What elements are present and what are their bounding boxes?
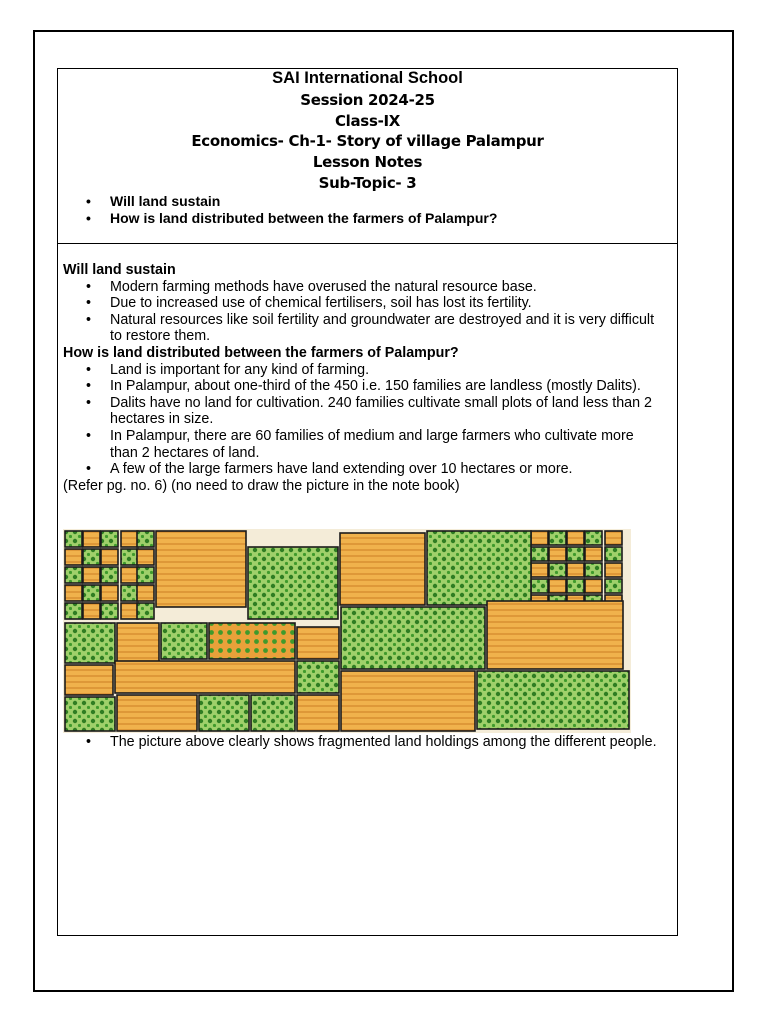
land-plot	[65, 697, 115, 731]
land-plot	[65, 549, 82, 565]
land-plot	[605, 531, 622, 545]
land-plot	[297, 627, 339, 659]
land-plot	[209, 623, 295, 659]
land-plot	[605, 579, 622, 593]
land-plot	[567, 531, 584, 545]
after-figure-points	[63, 734, 663, 751]
land-plot	[137, 567, 154, 583]
list-item: • Due to increased use of chemical fertilisers, soil has lost its fertility.	[63, 295, 663, 312]
land-plot	[101, 549, 118, 565]
land-plot	[199, 695, 249, 731]
land-plot	[605, 563, 622, 577]
land-plot	[65, 623, 115, 663]
land-plot	[137, 603, 154, 619]
topic-item: • How is land distributed between the farmers of Palampur?	[86, 210, 497, 227]
land-plot	[549, 531, 566, 545]
lesson-line: Lesson Notes	[312, 153, 423, 171]
land-plot	[341, 607, 485, 669]
land-holdings-picture	[63, 529, 631, 733]
list-item: • Dalits have no land for cultivation. 240 families cultivate small plots of land less than 2 hectares in size.	[63, 395, 663, 428]
land-plot	[487, 601, 623, 669]
land-plot	[121, 603, 138, 619]
land-plot	[101, 585, 118, 601]
land-plot	[65, 603, 82, 619]
land-plot	[101, 567, 118, 583]
list-item: • A few of the large farmers have land extending over 10 hectares or more.	[63, 461, 663, 478]
land-plot	[83, 549, 100, 565]
school-name: SAI International School	[272, 69, 463, 87]
land-plot	[83, 531, 100, 547]
land-plot	[117, 623, 159, 663]
list-item: • The picture above clearly shows fragmented land holdings among the different people.	[63, 734, 663, 751]
land-plot	[137, 585, 154, 601]
land-plot	[585, 579, 602, 593]
land-plot	[156, 531, 246, 607]
subject-line: Economics- Ch-1- Story of village Palampur	[191, 132, 544, 150]
land-plot	[585, 531, 602, 545]
land-plot	[83, 603, 100, 619]
land-plot	[585, 563, 602, 577]
list-item: • Natural resources like soil fertility and groundwater are destroyed and it is very difficult to restore them.	[63, 312, 663, 345]
land-plots-drawing	[63, 529, 631, 733]
notes-body	[63, 262, 663, 494]
section1-points	[63, 279, 663, 345]
land-plot	[115, 661, 295, 693]
land-plot	[549, 563, 566, 577]
land-plot	[531, 531, 548, 545]
topic-item: • Will land sustain	[86, 193, 497, 210]
list-item: • In Palampur, there are 60 families of medium and large farmers who cultivate more than 2 hectares of land.	[63, 428, 663, 461]
land-plot	[121, 567, 138, 583]
after-figure-notes	[63, 734, 663, 751]
header-divider	[57, 243, 678, 244]
list-item: • Modern farming methods have overused the natural resource base.	[63, 279, 663, 296]
section-heading: How is land distributed between the farmers of Palampur?	[63, 344, 459, 361]
list-item: • In Palampur, about one-third of the 450 i.e. 150 families are landless (mostly Dalits).	[63, 378, 663, 395]
land-plot	[83, 585, 100, 601]
land-plot	[567, 579, 584, 593]
land-plot	[121, 549, 138, 565]
land-plot	[101, 531, 118, 547]
land-plot	[101, 603, 118, 619]
land-plot	[83, 567, 100, 583]
land-plot	[121, 531, 138, 547]
land-plot	[251, 695, 295, 731]
land-plot	[137, 549, 154, 565]
land-plot	[531, 579, 548, 593]
land-plot	[341, 671, 475, 731]
land-plot	[549, 547, 566, 561]
land-plot	[65, 531, 82, 547]
land-plot	[137, 531, 154, 547]
land-plot	[161, 623, 207, 659]
class-line: Class-IX	[334, 112, 401, 130]
land-plot	[297, 661, 339, 693]
land-plot	[340, 533, 425, 605]
land-plot	[567, 563, 584, 577]
land-plot	[117, 695, 197, 731]
session-line: Session 2024-25	[300, 91, 435, 109]
subtopic-line: Sub-Topic- 3	[318, 174, 417, 192]
land-plot	[531, 547, 548, 561]
land-plot	[427, 531, 531, 605]
land-plot	[585, 547, 602, 561]
land-plot	[121, 585, 138, 601]
land-plot	[65, 567, 82, 583]
land-plot	[567, 547, 584, 561]
section-heading: Will land sustain	[63, 262, 176, 278]
topic-list	[86, 193, 497, 227]
land-plot	[65, 585, 82, 601]
refer-note: (Refer pg. no. 6) (no need to draw the picture in the note book)	[63, 477, 460, 494]
list-item: • Land is important for any kind of farming.	[63, 362, 663, 379]
section2-points	[63, 362, 663, 478]
land-plot	[65, 665, 113, 695]
land-plot	[531, 563, 548, 577]
land-plot	[605, 547, 622, 561]
land-plot	[549, 579, 566, 593]
land-plot	[248, 547, 338, 619]
land-plot	[297, 695, 339, 731]
land-plot	[477, 671, 629, 729]
